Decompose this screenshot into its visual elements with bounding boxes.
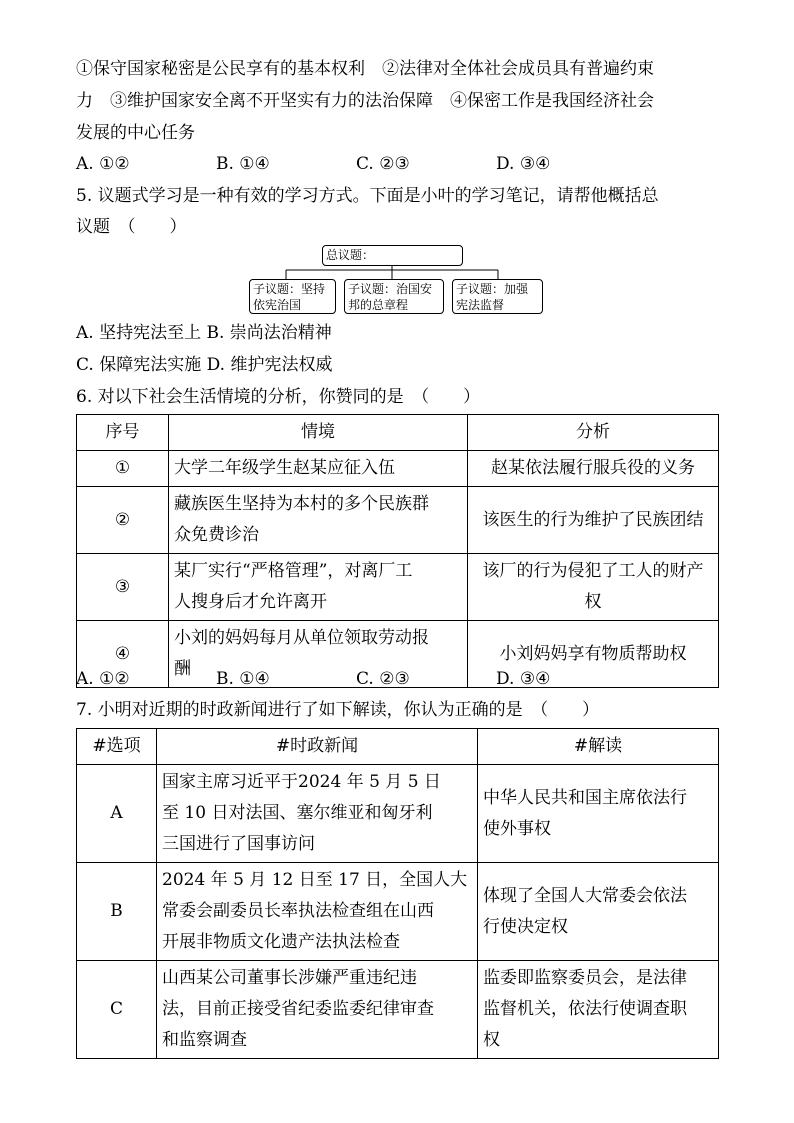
q7-header-interpretation: #解读	[478, 729, 719, 765]
q6-row-2-no: ②	[77, 487, 169, 554]
q4-option-c: C. ②③	[356, 154, 410, 174]
q6-row-4-analysis: 小刘妈妈享有物质帮助权	[468, 621, 719, 688]
table-row	[77, 961, 719, 1059]
q6-header-analysis: 分析	[468, 415, 719, 451]
sub-topic-2-line-2: 邦的总章程	[348, 298, 409, 312]
q6-row-3-analysis: 该厂的行为侵犯了工人的财产 权	[468, 554, 719, 621]
sub-topic-box-1	[249, 279, 336, 314]
q7-row-b-interpretation: 体现了全国人大常委会依法 行使决定权	[478, 863, 719, 961]
q6-row-1-scene: 大学二年级学生赵某应征入伍	[169, 451, 468, 487]
sub-topic-3-line-1: 子议题：加强	[456, 282, 529, 296]
q5-stem-line-1: 5. 议题式学习是一种有效的学习方式。下面是小叶的学习笔记，请帮他概括总	[76, 186, 659, 206]
q6-row-3-scene: 某厂实行“严格管理”，对离厂工 人搜身后才允许离开	[169, 554, 468, 621]
q7-row-a-option: A	[77, 765, 157, 863]
q5-stem-line-2: 议题 （ ）	[76, 217, 187, 237]
table-row	[77, 863, 719, 961]
sub-topic-3-line-2: 宪法监督	[456, 298, 505, 312]
q7-row-a-interpretation: 中华人民共和国主席依法行 使外事权	[478, 765, 719, 863]
q7-row-a-news: 国家主席习近平于2024 年 5 月 5 日 至 10 日对法国、塞尔维亚和匈牙利 三国进行了国事访问	[157, 765, 478, 863]
table-row	[77, 765, 719, 863]
q6-row-2-scene: 藏族医生坚持为本村的多个民族群 众免费诊治	[169, 487, 468, 554]
sub-topic-2-line-1: 子议题：治国安	[348, 282, 433, 296]
q4-option-b: B. ①④	[216, 154, 270, 174]
q4-option-a: A. ①②	[76, 154, 130, 174]
sub-topic-1-line-2: 依宪治国	[253, 298, 302, 312]
table-row	[77, 554, 719, 621]
sub-topic-box-3	[452, 279, 543, 314]
q6-row-1-analysis: 赵某依法履行服兵役的义务	[468, 451, 719, 487]
q5-options-line-1: A. 坚持宪法至上 B. 崇尚法治精神	[76, 323, 332, 343]
q7-row-b-news: 2024 年 5 月 12 日至 17 日，全国人大 常委会副委员长率执法检查组在山西 开展非物质文化遗产法执法检查	[157, 863, 478, 961]
q6-option-b: B. ①④	[216, 669, 270, 689]
q7-stem: 7. 小明对近期的时政新闻进行了如下解读，你认为正确的是 （ ）	[76, 700, 600, 720]
q6-row-4-scene: 小刘的妈妈每月从单位领取劳动报 酬	[169, 621, 468, 688]
q6-header-scene: 情境	[169, 415, 468, 451]
sub-topic-box-2	[344, 279, 444, 314]
q6-stem: 6. 对以下社会生活情境的分析，你赞同的是 （ ）	[76, 387, 481, 407]
q5-options-line-2: C. 保障宪法实施 D. 维护宪法权威	[76, 355, 333, 375]
q7-header-option: #选项	[77, 729, 157, 765]
table-row	[77, 487, 719, 554]
q4-option-d: D. ③④	[496, 154, 551, 174]
q4-statement-line-1: ①保守国家秘密是公民享有的基本权利 ②法律对全体社会成员具有普遍约束	[76, 59, 654, 79]
q6-option-c: C. ②③	[356, 669, 410, 689]
q7-row-c-option: C	[77, 961, 157, 1059]
table-row	[77, 451, 719, 487]
q6-row-4-no: ④	[77, 621, 169, 688]
q6-row-3-no: ③	[77, 554, 169, 621]
q6-row-1-no: ①	[77, 451, 169, 487]
q6-option-d: D. ③④	[496, 669, 551, 689]
q7-header-news: #时政新闻	[157, 729, 478, 765]
sub-topic-1-line-1: 子议题：坚持	[253, 282, 326, 296]
q7-row-c-interpretation: 监委即监察委员会，是法律 监督机关，依法行使调查职 权	[478, 961, 719, 1059]
q6-table	[76, 414, 719, 688]
q6-row-2-analysis: 该医生的行为维护了民族团结	[468, 487, 719, 554]
main-topic-box	[322, 245, 463, 266]
q7-table	[76, 728, 719, 1059]
q6-header-no: 序号	[77, 415, 169, 451]
q7-row-c-news: 山西某公司董事长涉嫌严重违纪违 法，目前正接受省纪委监委纪律审查 和监察调查	[157, 961, 478, 1059]
main-topic-label: 总议题：	[326, 248, 375, 262]
q4-statement-line-3: 发展的中心任务	[76, 123, 195, 143]
q7-row-b-option: B	[77, 863, 157, 961]
q6-option-a: A. ①②	[76, 669, 130, 689]
q4-statement-line-2: 力 ③维护国家安全离不开坚实有力的法治保障 ④保密工作是我国经济社会	[76, 91, 654, 111]
